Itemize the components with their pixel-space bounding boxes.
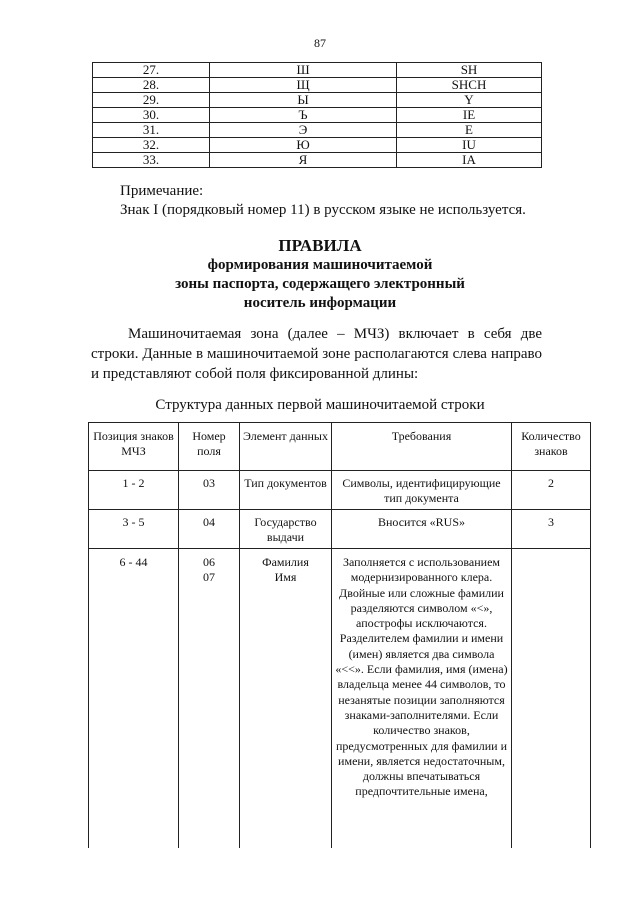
header-count: Количество знаков — [512, 423, 591, 471]
cell-cyrillic: Ы — [210, 93, 397, 108]
rules-subheading-line-2: зоны паспорта, содержащего электронный — [175, 276, 465, 292]
cell-element: Тип документов — [240, 471, 332, 510]
table-row — [89, 549, 591, 849]
rules-subheading-line-3: носитель информации — [243, 295, 397, 311]
cell-number: 29. — [93, 93, 210, 108]
note-text: Знак I (порядковый номер 11) в русском языке не используется. — [120, 202, 526, 218]
cell-element: Государство выдачи — [240, 510, 332, 549]
mrz-structure-table — [88, 422, 591, 848]
table-row — [89, 510, 591, 549]
cell-number: 32. — [93, 138, 210, 153]
intro-paragraph: Машиночитаемая зона (далее – МЧЗ) включает в себя две строки. Данные в машиночитаемой зоне располагаются слева направо и представляют собой поля фиксированной длины: — [91, 326, 542, 382]
table-row — [93, 123, 542, 138]
field-no-name: 07 — [203, 570, 215, 584]
cell-position: 1 - 2 — [89, 471, 179, 510]
table-row — [89, 471, 591, 510]
header-element: Элемент данных — [240, 423, 332, 471]
cell-position: 6 - 44 — [89, 549, 179, 849]
cell-cyrillic: Я — [210, 153, 397, 168]
cell-position: 3 - 5 — [89, 510, 179, 549]
table-caption: Структура данных первой машиночитаемой строки — [155, 397, 485, 413]
cell-requirements: Вносится «RUS» — [332, 510, 512, 549]
table-row — [93, 63, 542, 78]
rules-heading: ПРАВИЛА — [278, 236, 362, 255]
cell-field-no: 03 — [179, 471, 240, 510]
element-name: Имя — [274, 570, 297, 584]
table-header-row — [89, 423, 591, 471]
cell-latin: IA — [397, 153, 542, 168]
header-requirements: Требования — [332, 423, 512, 471]
cell-element — [240, 549, 332, 849]
cell-number: 30. — [93, 108, 210, 123]
cell-latin: IU — [397, 138, 542, 153]
cell-requirements: Символы, идентифицирующие тип документа — [332, 471, 512, 510]
element-surname: Фамилия — [262, 555, 309, 569]
cell-latin: E — [397, 123, 542, 138]
cell-count — [512, 549, 591, 849]
cell-cyrillic: Ш — [210, 63, 397, 78]
cell-count: 3 — [512, 510, 591, 549]
cell-latin: SH — [397, 63, 542, 78]
cell-number: 33. — [93, 153, 210, 168]
cell-latin: Y — [397, 93, 542, 108]
table-row — [93, 153, 542, 168]
page-number: 87 — [314, 36, 326, 50]
cell-number: 27. — [93, 63, 210, 78]
cell-latin: IE — [397, 108, 542, 123]
table-row — [93, 93, 542, 108]
cell-number: 31. — [93, 123, 210, 138]
cell-cyrillic: Э — [210, 123, 397, 138]
table-row — [93, 138, 542, 153]
table-row — [93, 108, 542, 123]
cell-cyrillic: Ъ — [210, 108, 397, 123]
cell-count: 2 — [512, 471, 591, 510]
rules-subheading-line-1: формирования машиночитаемой — [207, 257, 433, 273]
cell-field-no: 04 — [179, 510, 240, 549]
cell-field-no — [179, 549, 240, 849]
header-field-no: Номер поля — [179, 423, 240, 471]
cell-requirements: Заполняется с использованием модернизированного клера. Двойные или сложные фамилии разделяются символом «<», апострофы исключаются. Разделителем фамилии и имени (имен) является два символа «<<». Если фамилия, имя (имена) владельца менее 44 символов, то незанятые позиции заполняются знаками-заполнителями. Если количество знаков, предусмотренных для фамилии и имени, является недостаточным, должны впечатываться предпочтительные имена, — [332, 549, 512, 849]
note-title: Примечание: — [120, 183, 204, 199]
header-position: Позиция знаков МЧЗ — [89, 423, 179, 471]
cell-latin: SHCH — [397, 78, 542, 93]
cell-cyrillic: Щ — [210, 78, 397, 93]
field-no-surname: 06 — [203, 555, 215, 569]
table-row — [93, 78, 542, 93]
transliteration-table — [92, 62, 542, 168]
cell-cyrillic: Ю — [210, 138, 397, 153]
cell-number: 28. — [93, 78, 210, 93]
